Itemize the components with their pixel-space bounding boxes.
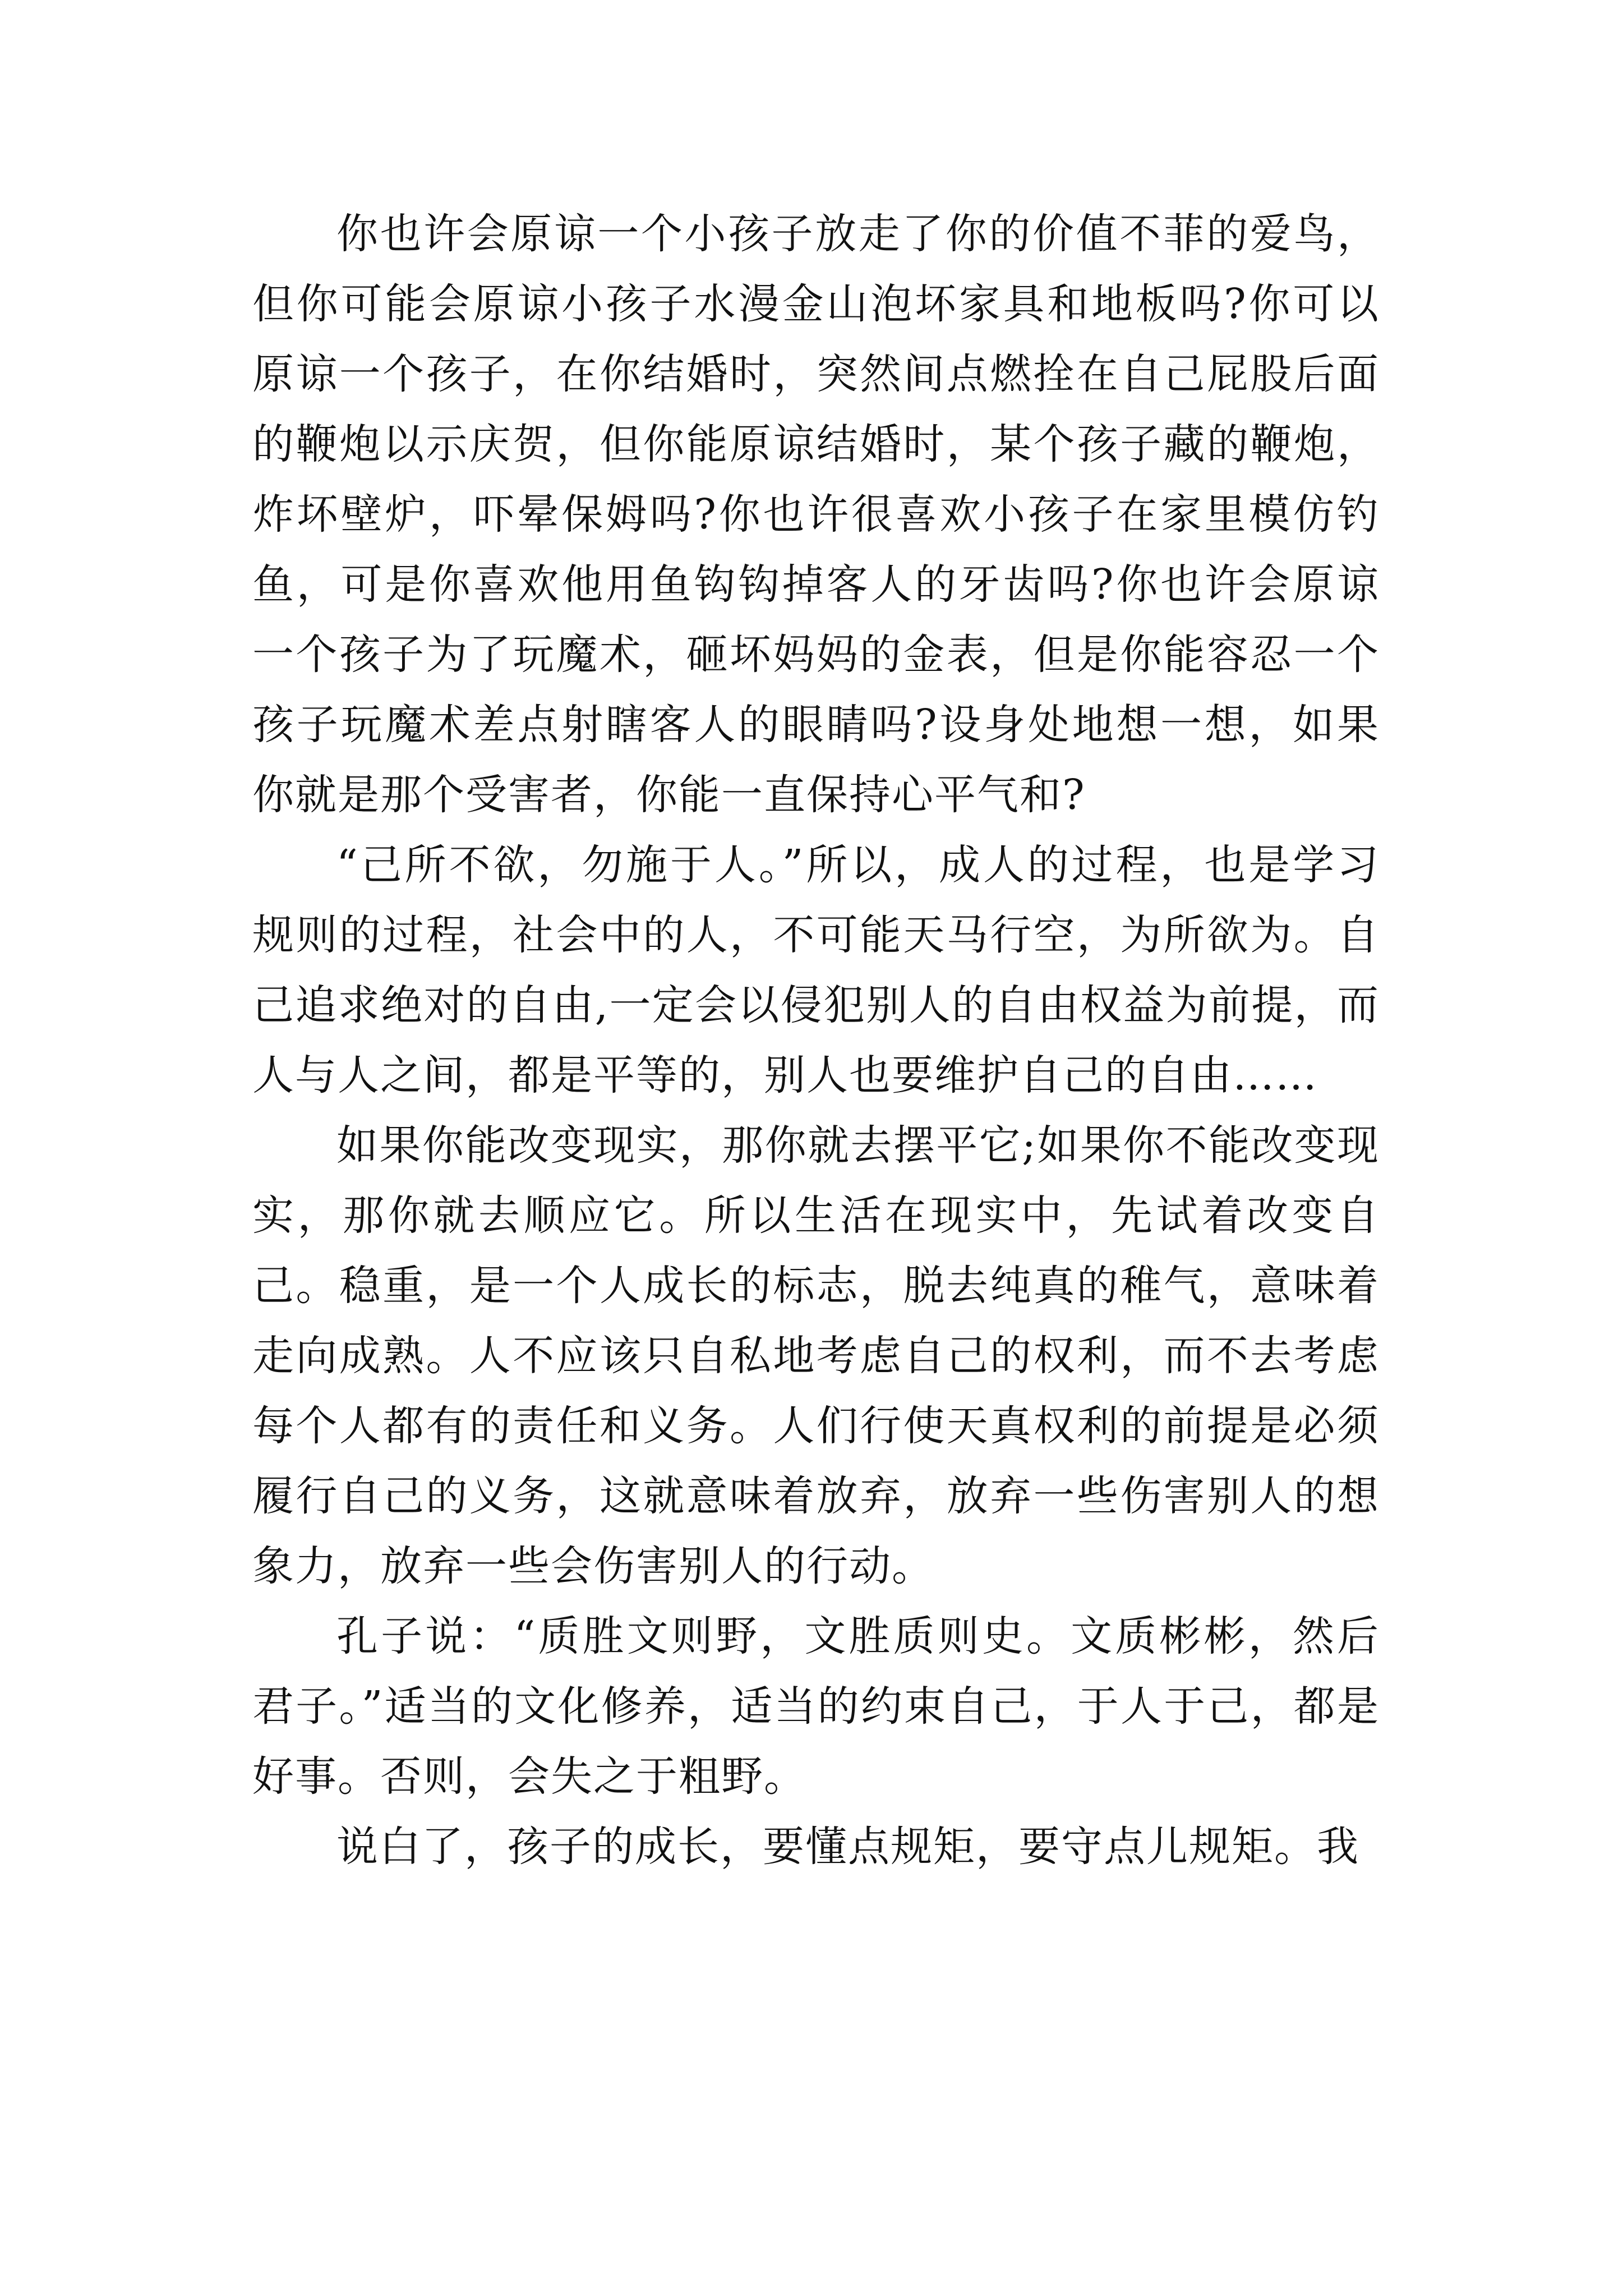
paragraph-5: 说白了，孩子的成长，要懂点规矩，要守点儿规矩。我 bbox=[336, 1823, 1359, 1871]
paragraph-3: 如果你能改变现实，那你就去摆平它;如果你不能改变现实，那你就去顺应它。所以生活在现实中，先试着改变自己。稳重，是一个人成长的标志，脱去纯真的稚气，意味着走向成熟。人不应该只自私地考虑自己的权利，而不去考虑每个人都有的责任和义务。人们行使天真权利的前提是必须履行自己的义务，这就意味着放弃，放弃一些伤害别人的想象力，放弃一些会伤害别人的行动。 bbox=[252, 1121, 1380, 1590]
paragraph-4: 孔子说：“质胜文则野，文胜质则史。文质彬彬，然后君子。”适当的文化修养，适当的约束自己，于人于己，都是好事。否则，会失之于粗野。 bbox=[252, 1612, 1380, 1801]
paragraph-2: “己所不欲，勿施于人。”所以，成人的过程，也是学习规则的过程，社会中的人，不可能天马行空，为所欲为。自己追求绝对的自由,一定会以侵犯别人的自由权益为前提，而人与人之间，都是平等的，别人也要维护自己的自由…… bbox=[252, 841, 1380, 1099]
paragraph-1: 你也许会原谅一个小孩子放走了你的价值不菲的爱鸟，但你可能会原谅小孩子水漫金山泡坏家具和地板吗?你可以原谅一个孩子，在你结婚时，突然间点燃拴在自己屁股后面的鞭炮以示庆贺，但你能原谅结婚时，某个孩子藏的鞭炮，炸坏壁炉，吓晕保姆吗?你也许很喜欢小孩子在家里模仿钓鱼，可是你喜欢他用鱼钩钩掉客人的牙齿吗?你也许会原谅一个孩子为了玩魔术，砸坏妈妈的金表，但是你能容忍一个孩子玩魔术差点射瞎客人的眼睛吗?设身处地想一想，如果你就是那个受害者，你能一直保持心平气和? bbox=[252, 210, 1380, 819]
document-body bbox=[252, 199, 1380, 1882]
